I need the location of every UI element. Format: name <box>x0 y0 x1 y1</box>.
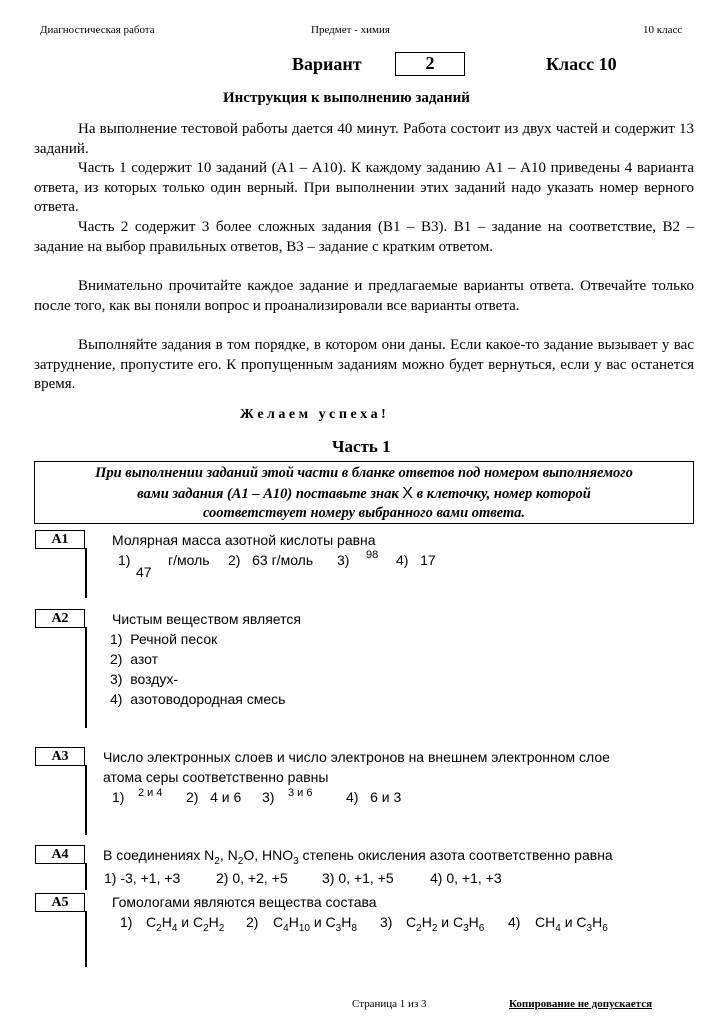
a4-option-3: 3) 0, +1, +5 <box>322 870 394 886</box>
a4-option-1: 1) -3, +1, +3 <box>104 870 181 886</box>
footer-page: Страница 1 из 3 <box>352 998 427 1010</box>
variant-box: 2 <box>395 52 465 76</box>
task-a3-question-line1: Число электронных слоев и число электронов на внешнем электронном слое <box>103 749 610 765</box>
task-a3-line <box>85 765 87 835</box>
class-label: Класс 10 <box>546 54 617 74</box>
a1-option1-num: 1) <box>118 552 131 568</box>
wish-text: Ж е л а е м у с п е х а ! <box>240 407 386 422</box>
task-a2-question: Чистым веществом является <box>112 611 301 627</box>
task-a1-line <box>85 548 87 598</box>
instruction-title: Инструкция к выполнению заданий <box>223 90 470 106</box>
footer-copy-notice: Копирование не допускается <box>509 998 653 1010</box>
task-a1-question: Молярная масса азотной кислоты равна <box>112 532 376 548</box>
a3-option3-value: 3 и 6 <box>288 787 313 799</box>
a1-option3-num: 3) <box>337 552 350 568</box>
task-a2-line <box>85 627 87 728</box>
part1-title: Часть 1 <box>332 437 391 456</box>
a5-option-4-formula: $CH_4$ и $C_3H_6$ <box>535 914 608 934</box>
a5-option-1-formula: $C_2H_4$ и $C_2H_2$ <box>146 914 225 934</box>
a5-option3-num: 3) <box>380 914 393 930</box>
a3-option1-num: 1) <box>112 789 125 805</box>
task-a4-label: А4 <box>35 845 85 864</box>
task-a4-line <box>85 863 87 890</box>
a5-option-3-formula: $C_2H_2$ и $C_3H_6$ <box>406 914 485 934</box>
a1-option2: 2) 63 г/моль <box>228 552 314 568</box>
a3-option2: 2) 4 и 6 <box>186 789 242 805</box>
task-a5-line <box>85 911 87 967</box>
part1-instruction-box <box>34 461 694 524</box>
a2-option-1: 1) Речной песок <box>110 631 218 647</box>
a5-option2-num: 2) <box>246 914 259 930</box>
task-a2-label: А2 <box>35 609 85 628</box>
instruction-line-3: соответствует номеру выбранного вами ответа. <box>202 505 526 521</box>
a4-option-2: 2) 0, +2, +5 <box>216 870 288 886</box>
task-a4-question: В соединениях $N_2$, $N_2O$, $HNO_3$ степень окисления азота соответственно равна <box>103 847 613 867</box>
header-right: 10 класс <box>643 24 683 36</box>
paragraph-5: Выполняйте задания в том порядке, в котором они даны. Если какое-то задание вызывает у вас затруднение, пропустите его. К пропущенным заданиям можно будет вернуться, если у вас останется время. <box>34 337 694 392</box>
task-a3-label: А3 <box>35 747 85 766</box>
task-a1-label: А1 <box>35 530 85 549</box>
a3-option1-value: 2 и 4 <box>138 787 163 799</box>
a1-option1-value: 47 <box>136 564 152 580</box>
a4-option-4: 4) 0, +1, +3 <box>430 870 502 886</box>
cross-mark: Х <box>402 484 413 502</box>
a2-option-2: 2) азот <box>110 651 159 667</box>
task-a3-question-line2: атома серы соответственно равны <box>103 769 329 785</box>
header-center: Предмет - химия <box>311 24 390 36</box>
variant-label: Вариант <box>292 54 362 74</box>
a3-option3-num: 3) <box>262 789 275 805</box>
instruction-line-2: вами задания (А1 – А10) поставьте знак Х в клеточку, номер которой <box>137 484 591 502</box>
a2-option-3: 3) воздух- <box>110 671 179 687</box>
a1-option3-value: 98 <box>366 549 379 561</box>
paragraph-2: Часть 1 содержит 10 заданий (А1 – А10). К каждому заданию А1 – А10 приведены 4 варианта ответа, из которых только один верный. При выполнении этих заданий надо указать номер верного ответа. <box>34 160 694 215</box>
a1-option4: 4) 17 <box>396 552 436 568</box>
a3-option4: 4) 6 и 3 <box>346 789 402 805</box>
task-a5-label: А5 <box>35 893 85 912</box>
a1-unit: г/моль <box>168 552 210 568</box>
task-a5-question: Гомологами являются вещества состава <box>112 894 377 910</box>
a2-option-4: 4) азотоводородная смесь <box>110 691 286 707</box>
header-left: Диагностическая работа <box>40 24 155 36</box>
paragraph-1: На выполнение тестовой работы дается 40 минут. Работа состоит из двух частей и содержит 13 заданий. <box>34 121 694 157</box>
instruction-line-1: При выполнении заданий этой части в бланке ответов под номером выполняемого <box>95 465 633 481</box>
a5-option4-num: 4) <box>508 914 521 930</box>
a5-option1-num: 1) <box>120 914 133 930</box>
a5-option-2-formula: $C_4H_{10}$ и $C_3H_8$ <box>273 914 357 934</box>
paragraph-4: Внимательно прочитайте каждое задание и предлагаемые варианты ответа. Отвечайте только после того, как вы поняли вопрос и проанализировали все варианты ответа. <box>34 278 694 314</box>
paragraph-3: Часть 2 содержит 3 более сложных задания (В1 – В3). В1 – задание на соответствие, В2 – задание на выбор правильных ответов, В3 – задание с кратким ответом. <box>34 219 694 255</box>
